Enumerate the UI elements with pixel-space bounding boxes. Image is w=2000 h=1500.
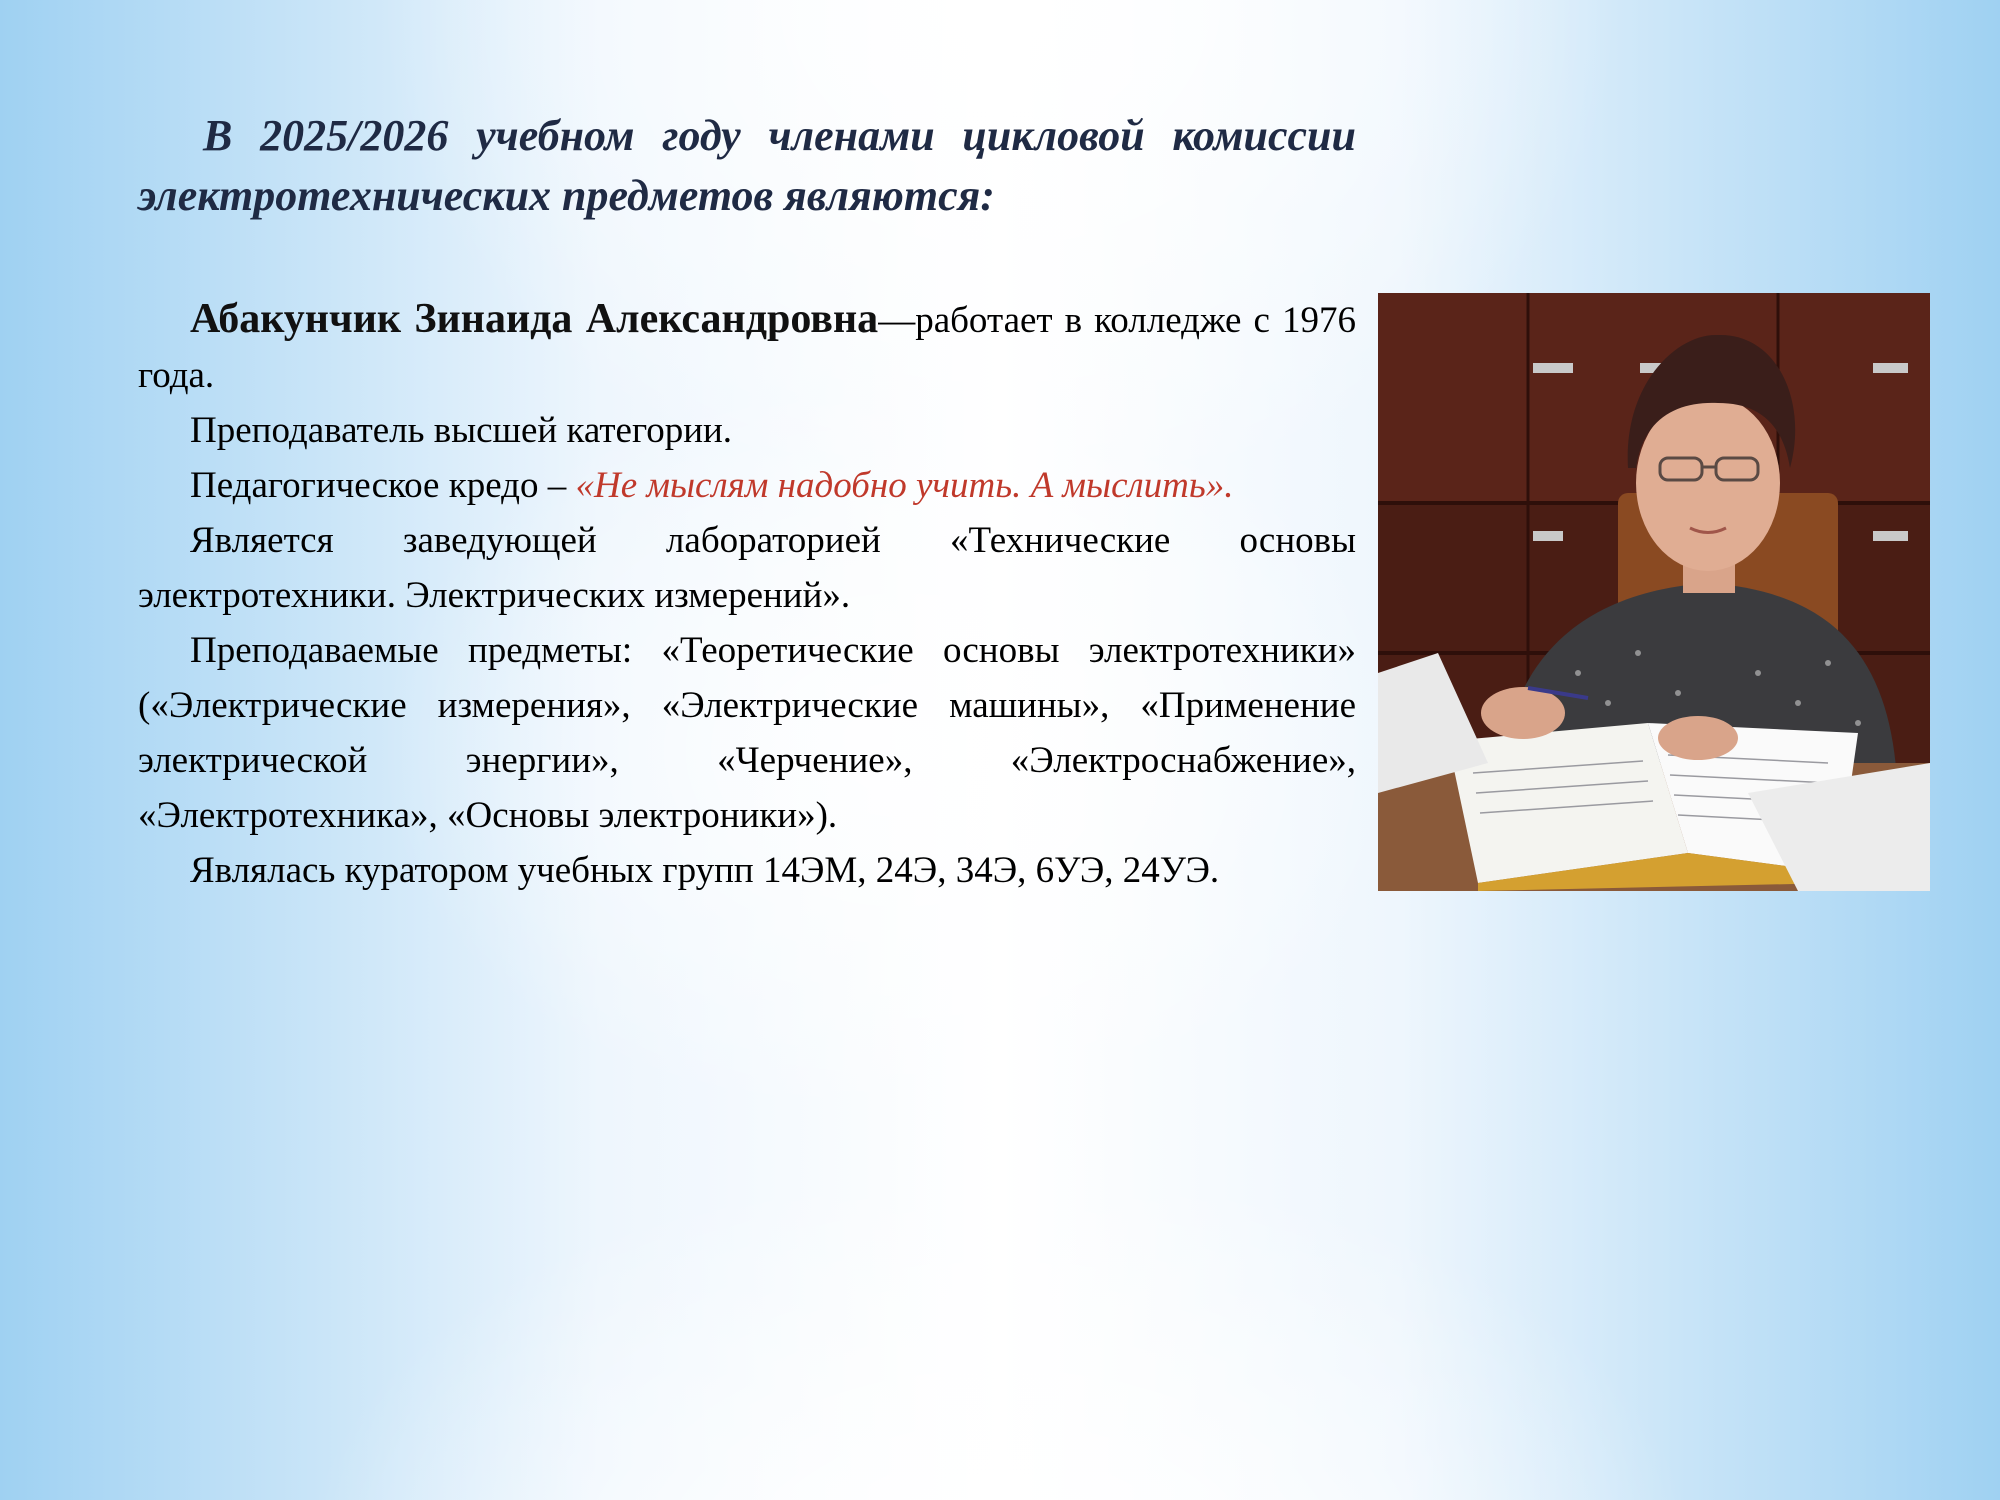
teacher-name: Абакунчик Зинаида Александровна xyxy=(190,296,879,342)
bio-intro xyxy=(138,292,1356,403)
teacher-photo xyxy=(1378,293,1930,891)
bio-intro-text: —работает в колледже с 1976 года. xyxy=(138,300,1356,396)
teacher-photo-image xyxy=(1378,293,1930,891)
bio-lab: Является заведующей лабораторией «Технические основы электротехники. Электрических измерений». xyxy=(138,520,1356,616)
bio-category: Преподаватель высшей категории. xyxy=(190,410,733,451)
bio-credo xyxy=(138,458,1356,513)
slide-heading: В 2025/2026 учебном году членами цикловой комиссии электротехнических предметов являются: xyxy=(138,111,1356,220)
credo-quote: «Не мыслям надобно учить. А мыслить». xyxy=(575,465,1234,506)
teacher-bio xyxy=(138,292,1356,898)
bio-subjects: Преподаваемые предметы: «Теоретические основы электротехники» («Электрические измерения», «Электрические машины», «Применение электрической энергии», «Черчение», «Электроснабжение», «Электротехника», «Основы электроники»). xyxy=(138,630,1356,836)
bio-curator: Являлась куратором учебных групп 14ЭМ, 24Э, 34Э, 6УЭ, 24УЭ. xyxy=(190,850,1220,891)
credo-label: Педагогическое кредо – xyxy=(190,465,576,506)
